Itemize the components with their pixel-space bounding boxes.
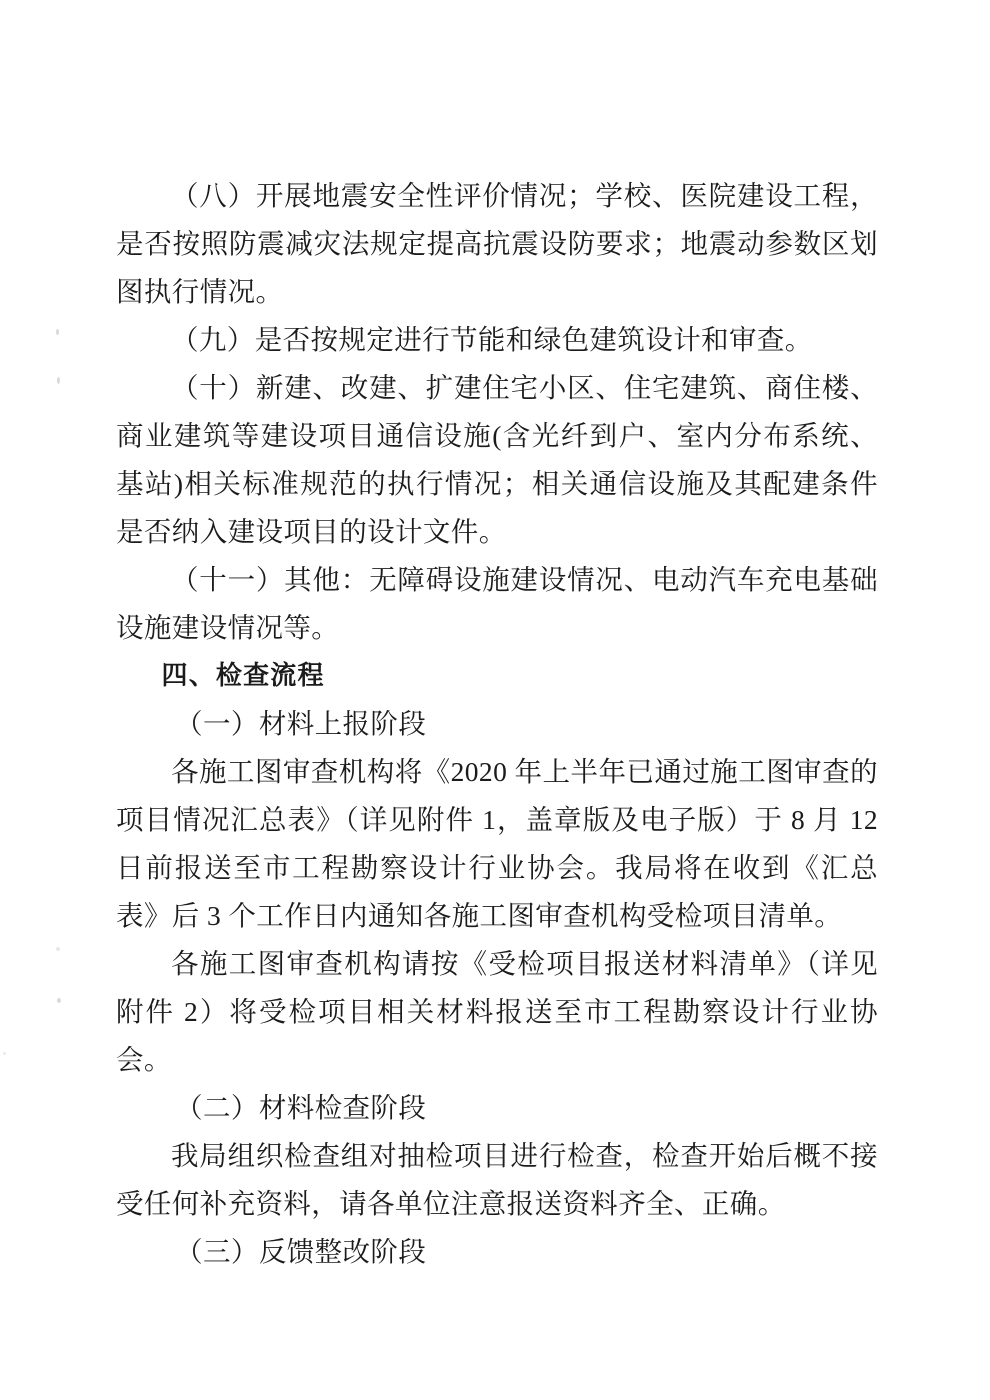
subheading-material-inspection-stage: （二）材料检查阶段 [175, 1092, 427, 1123]
paragraph-material-submission-2: 各施工图审查机构请按《受检项目报送材料清单》（详见附件 2）将受检项目相关材料报送至市工程勘察设计行业协会。 [116, 948, 878, 1075]
paragraph-material-inspection-1: 我局组织检查组对抽检项目进行检查，检查开始后概不接受任何补充资料，请各单位注意报送资料齐全、正确。 [116, 1140, 878, 1219]
paragraph-item-10: （十）新建、改建、扩建住宅小区、住宅建筑、商住楼、商业建筑等建设项目通信设施(含光纤到户、室内分布系统、基站)相关标准规范的执行情况；相关通信设施及其配建条件是否纳入建设项目的设计文件。 [116, 372, 878, 547]
scan-speck [57, 998, 61, 1003]
scan-speck [57, 377, 60, 384]
document-body [116, 172, 878, 1276]
scan-speck [3, 1052, 6, 1055]
scan-speck [56, 329, 59, 335]
paragraph-item-8: （八）开展地震安全性评价情况；学校、医院建设工程，是否按照防震减灾法规定提高抗震设防要求；地震动参数区划图执行情况。 [116, 180, 878, 307]
subheading-material-submission-stage: （一）材料上报阶段 [175, 708, 427, 739]
paragraph-item-9: （九）是否按规定进行节能和绿色建筑设计和审查。 [171, 324, 813, 355]
subheading-feedback-rectification-stage: （三）反馈整改阶段 [175, 1236, 427, 1267]
section-heading-inspection-process: 四、检查流程 [161, 661, 325, 691]
paragraph-item-11: （十一）其他：无障碍设施建设情况、电动汽车充电基础设施建设情况等。 [116, 564, 878, 643]
scan-speck [56, 947, 60, 951]
paragraph-material-submission-1: 各施工图审查机构将《2020 年上半年已通过施工图审查的项目情况汇总表》（详见附件 1，盖章版及电子版）于 8 月 12 日前报送至市工程勘察设计行业协会。我局将在收到《汇总表》后 3 个工作日内通知各施工图审查机构受检项目清单。 [116, 756, 878, 931]
